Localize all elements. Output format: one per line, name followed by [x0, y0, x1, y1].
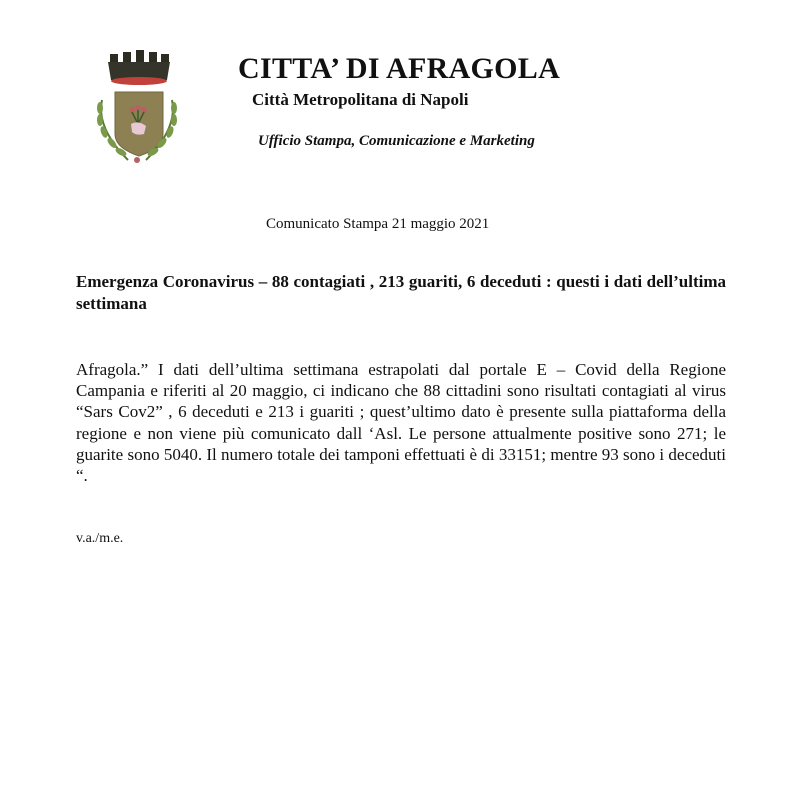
office-name: Ufficio Stampa, Comunicazione e Marketing: [258, 133, 535, 149]
headline: Emergenza Coronavirus – 88 contagiati , 213 guariti, 6 deceduti : questi i dati dell’ultima settimana: [76, 272, 726, 313]
body-text: Afragola.” I dati dell’ultima settimana estrapolati dal portale E – Covid della Regione Campania e riferiti al 20 maggio, ci indicano che 88 cittadini sono risultati contagiati al virus “Sars Cov2” , 6 deceduti e 213 i guariti ; quest’ultimo dato è presente sulla piattaforma della regione e non viene più comunicato dall ‘Asl. Le persone attualmente positive sono 271; le guarite sono 5040. Il numero totale dei tamponi effettuati è di 33151; mentre 93 sono i deceduti “.: [76, 360, 726, 486]
crown-icon: [108, 50, 170, 85]
city-subtitle: Città Metropolitana di Napoli: [252, 90, 469, 109]
coat-of-arms-icon: [88, 48, 186, 170]
city-title: CITTA’ DI AFRAGOLA: [238, 52, 561, 85]
press-release-date: Comunicato Stampa 21 maggio 2021: [266, 216, 490, 232]
signature: v.a./m.e.: [76, 531, 124, 546]
